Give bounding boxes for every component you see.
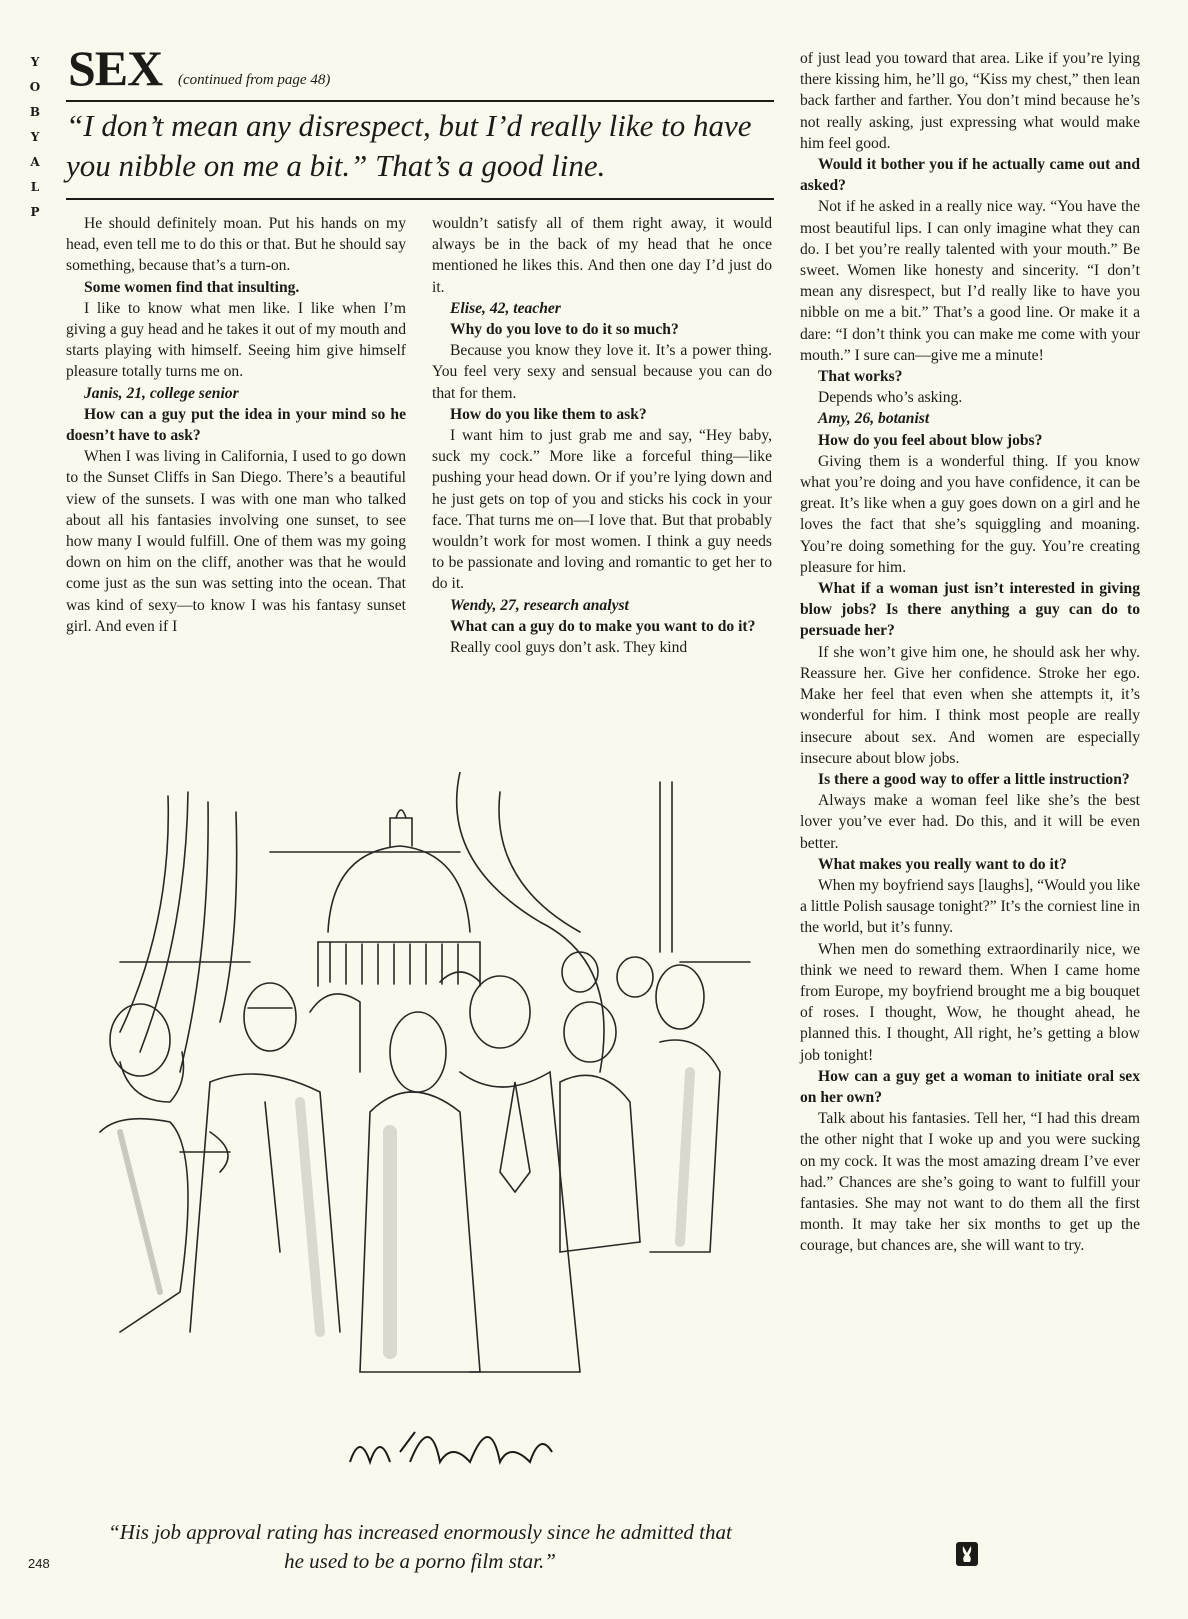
page-number: 248 xyxy=(28,1556,50,1571)
man-back-jacket xyxy=(360,1092,480,1372)
interviewee-attribution: Wendy, 27, research analyst xyxy=(450,596,629,614)
answer-paragraph: Talk about his fantasies. Tell her, “I had this dream the other night that I woke up and you were sucking on my cock. It was the most amazing dream I’ve ever had.” Chances are she’s going to want to fulfill your fantasies. She may not want to do them all the first month. It may take her six months to get up the courage, but chances are, she will want to try. xyxy=(800,1110,1140,1255)
magazine-name-vertical xyxy=(28,50,42,225)
magazine-letter: O xyxy=(29,80,41,94)
capitol-dome xyxy=(328,846,470,932)
answer-paragraph: He should definitely moan. Put his hands on my head, even tell me to do this or that. But he should say something, because that’s a turn-on. xyxy=(66,215,406,275)
interviewee-attribution: Amy, 26, botanist xyxy=(818,410,930,428)
answer-paragraph: Because you know they love it. It’s a power thing. You feel very sexy and sensual because you can do that for them. xyxy=(432,342,772,402)
interview-question: Is there a good way to offer a little instruction? xyxy=(818,770,1130,788)
magazine-letter: Y xyxy=(30,55,40,69)
continued-note: (continued from page 48) xyxy=(178,72,331,88)
cartoon-signature xyxy=(350,1432,552,1462)
woman-left-hair xyxy=(110,1004,170,1076)
interview-question: How do you like them to ask? xyxy=(450,405,647,423)
magazine-letter: L xyxy=(30,180,40,194)
magazine-letter: A xyxy=(30,155,40,169)
bunny-logo-icon xyxy=(956,1542,978,1566)
article-column-3 xyxy=(800,48,1140,1257)
pull-quote-rule xyxy=(66,198,774,200)
cocktail-party-drawing xyxy=(60,772,772,1512)
interview-question: How can a guy put the idea in your mind so he doesn’t have to ask? xyxy=(66,405,406,445)
pull-quote: “I don’t mean any disrespect, but I’d really like to have you nibble on me a bit.” That’s a good line. xyxy=(66,108,752,183)
interview-question: That works? xyxy=(818,368,903,386)
answer-paragraph: Not if he asked in a really nice way. “You have the most beautiful lips. I can only imagine what they can do. I bet you’re really talented with your mouth.” Be sweet. Women like honesty and sincerity. “I don’t mean any disrespect, but I’d really like to have you nibble on me a bit.” That’s a good line. Or make it a dare: “I don’t think you can make me come with your mouth.” I sure can—give me a minute! xyxy=(800,198,1140,364)
man-glasses-head xyxy=(244,983,296,1051)
interview-question: How can a guy get a woman to initiate oral sex on her own? xyxy=(800,1067,1140,1106)
answer-paragraph: of just lead you toward that area. Like if you’re lying there kissing him, he’ll go, “Kiss my chest,” then lean back farther and farther. You don’t mind because he’s not really asking, just expressing what would make him feel good. xyxy=(800,50,1140,152)
interview-question: What makes you really want to do it? xyxy=(818,855,1067,873)
answer-paragraph: When my boyfriend says [laughs], “Would you like a little Polish sausage tonight?” It’s the corniest line in the world, but it’s funny. xyxy=(800,876,1140,937)
cartoon-caption: “His job approval rating has increased enormously since he admitted that he used to be a porno film star.” xyxy=(108,1520,732,1573)
answer-paragraph: Always make a woman feel like she’s the best lover you’ve ever had. Do this, and it will be even better. xyxy=(800,792,1140,852)
article-column-2 xyxy=(432,213,772,658)
interview-question: Why do you love to do it so much? xyxy=(450,321,679,339)
article-column-1 xyxy=(66,213,406,637)
interviewee-attribution: Elise, 42, teacher xyxy=(450,299,561,317)
interview-question: Some women find that insulting. xyxy=(84,278,300,296)
answer-paragraph: Giving them is a wonderful thing. If you know what you’re doing and you have confidence, it can be great. It’s like when a guy goes down on a girl and he loves the fact that she’s squiggling and moaning. You’re doing something for the guy. You’re creating pleasure for him. xyxy=(800,452,1140,576)
curtain-line xyxy=(120,796,168,1032)
interview-question: How do you feel about blow jobs? xyxy=(818,431,1043,449)
magazine-letter: B xyxy=(29,105,41,119)
interview-question: What if a woman just isn’t interested in giving blow jobs? Is there anything a guy can do to persuade her? xyxy=(800,580,1140,640)
cartoon-illustration xyxy=(60,772,772,1512)
interviewee-attribution: Janis, 21, college senior xyxy=(84,384,239,402)
answer-paragraph: wouldn’t satisfy all of them right away, it would always be in the back of my head that he once mentioned he likes this. And then one day I’d just do it. xyxy=(432,215,772,296)
answer-paragraph: I like to know what men like. I like when I’m giving a guy head and he takes it out of my mouth and starts playing with himself. Seeing him give himself pleasure totally turns me on. xyxy=(66,299,406,381)
answer-paragraph: I want him to just grab me and say, “Hey baby, suck my cock.” More like a forceful thing—like pushing your head down. Or if you’re lying down and he just gets on top of you and sticks his cock in your face. That turns me on—I love that. But that probably wouldn’t work for most women. I think a guy needs to be passionate and loving and romantic to get her to do it. xyxy=(432,427,772,593)
section-title: SEX xyxy=(68,40,163,96)
interview-question: What can a guy do to make you want to do it? xyxy=(450,617,756,635)
answer-paragraph: When men do something extraordinarily nice, we think we need to reward them. When I came home from Europe, my boyfriend brought me a big bouquet of roses. I thought, Wow, he thought ahead, he planned this. I thought, All right, he’s getting a blow job tonight! xyxy=(800,940,1140,1064)
magazine-letter: P xyxy=(30,205,40,219)
header-rule xyxy=(66,100,774,102)
interview-question: Would it bother you if he actually came out and asked? xyxy=(800,156,1140,195)
answer-paragraph: Depends who’s asking. xyxy=(818,389,963,407)
answer-paragraph: If she won’t give him one, he should ask her why. Reassure her. Give her confidence. Stroke her ego. Make her feel that even when she attempts it, it’s wonderful for him. I think most people are really insecure about sex. And women are especially insecure about blow jobs. xyxy=(800,643,1140,767)
bunny-logo-icon-shape xyxy=(956,1542,978,1566)
magazine-letter: Y xyxy=(30,130,40,144)
answer-paragraph: Really cool guys don’t ask. They kind xyxy=(450,639,688,657)
answer-paragraph: When I was living in California, I used to go down to the Sunset Cliffs in San Diego. There’s a beautiful view of the sunsets. I was with one man who talked about all his fantasies involving one sunset, to see how many I would fulfill. One of them was my going down on him on the cliff, another was that he would come just as the sun was setting into the ocean. That was kind of sexy—to know I was his fantasy sunset girl. And even if I xyxy=(66,448,406,635)
